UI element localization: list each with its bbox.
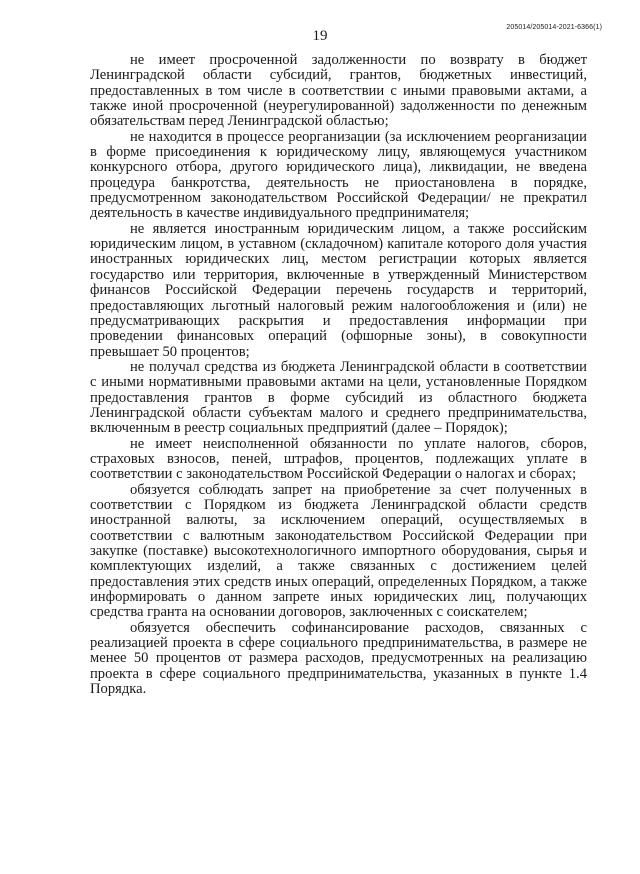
paragraph: не имеет просроченной задолженности по возврату в бюджет Ленинградской области субсидий, грантов, бюджетных инвестиций, предоставленных в том числе в соответствии с иными правовыми актами, а также иной просроченной (неурегулированной) задолженности по денежным обязательствам перед Ленинградской областью;	[90, 52, 587, 130]
paragraph: не является иностранным юридическим лицом, а также российским юридическим лицом, в уставном (складочном) капитале которого доля участия иностранных юридических лиц, местом регистрации которых является государство или территория, включенные в утвержденный Министерством финансов Российской Федерации перечень государств и территорий, предоставляющих льготный налоговый режим налогообложения и (или) не предусматривающих раскрытия и предоставления информации при проведении финансовых операций (офшорные зоны), в совокупности превышает 50 процентов;	[90, 220, 587, 360]
paragraph: не получал средства из бюджета Ленинградской области в соответствии с иными нормативными правовыми актами на цели, установленные Порядком предоставления грантов в форме субсидий из областного бюджета Ленинградской области субъектам малого и среднего предпринимательства, включенным в реестр социальных предприятий (далее – Порядок);	[90, 358, 587, 437]
document-body	[90, 53, 587, 697]
paragraph: обязуется обеспечить софинансирование расходов, связанных с реализацией проекта в сфере социального предпринимательства, в размере не менее 50 процентов от размера расходов, предусмотренных на реализацию проекта в сфере социального предпринимательства, указанных в пункте 1.4 Порядка.	[90, 619, 587, 698]
document-code: 205014/205014-2021-6366(1)	[506, 24, 602, 31]
paragraph: не имеет неисполненной обязанности по уплате налогов, сборов, страховых взносов, пеней, штрафов, процентов, подлежащих уплате в соответствии с законодательством Российской Федерации о налогах и сборах;	[90, 435, 587, 483]
page-number: 19	[312, 28, 328, 44]
paragraph: не находится в процессе реорганизации (за исключением реорганизации в форме присоединения к юридическому лицу, являющемуся участником конкурсного отбора, другого юридического лица), ликвидации, не введена процедура банкротства, деятельность не приостановлена в порядке, предусмотренном законодательством Российской Федерации/ не прекратил деятельность в качестве индивидуального предпринимателя;	[90, 128, 587, 222]
paragraph: обязуется соблюдать запрет на приобретение за счет полученных в соответствии с Порядком из бюджета Ленинградской области средств иностранной валюты, за исключением операций, осуществляемых в соответствии с валютным законодательством Российской Федерации при закупке (поставке) высокотехнологичного импортного оборудования, сырья и комплектующих изделий, а также связанных с достижением целей предоставления этих средств иных операций, определенных Порядком, а также информировать о данном запрете иных юридических лиц, получающих средства гранта на основании договоров, заключенных с соискателем;	[90, 481, 587, 621]
